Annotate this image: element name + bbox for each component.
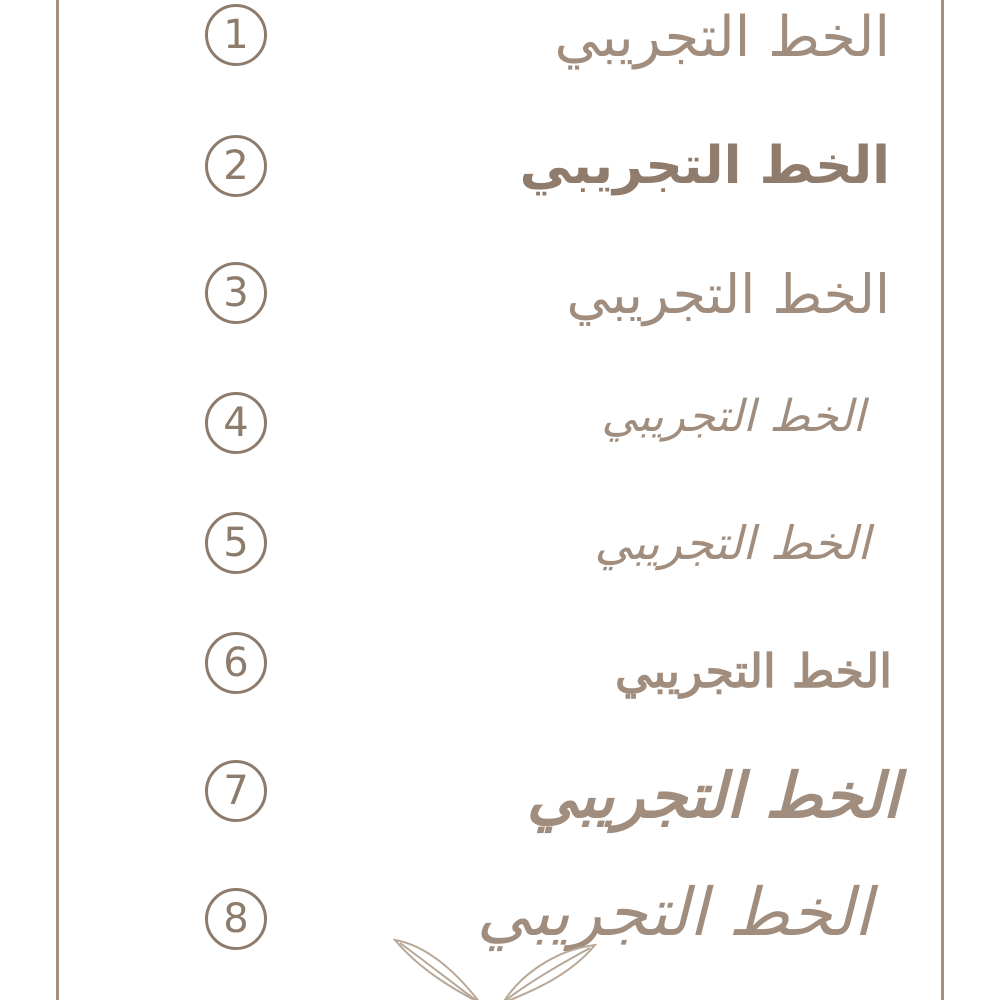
font-sample-4: الخط التجريبي bbox=[601, 391, 865, 442]
number-badge-6: 6 bbox=[205, 632, 267, 694]
leaf-branch-icon bbox=[385, 935, 605, 1000]
font-sample-1: الخط التجريبي bbox=[554, 5, 890, 70]
number-badge-5: 5 bbox=[205, 512, 267, 574]
font-sample-7: الخط التجريبي bbox=[526, 759, 900, 832]
number-badge-7: 7 bbox=[205, 760, 267, 822]
font-sample-5: الخط التجريبي bbox=[594, 516, 870, 570]
number-badge-8: 8 bbox=[205, 888, 267, 950]
number-badge-4: 4 bbox=[205, 392, 267, 454]
number-badge-1: 1 bbox=[205, 4, 267, 66]
number-badge-3: 3 bbox=[205, 262, 267, 324]
font-sample-2: الخط التجريبي bbox=[519, 136, 890, 196]
font-sample-6: الخط التجريبي bbox=[615, 644, 892, 698]
font-sample-3: الخط التجريبي bbox=[566, 263, 890, 326]
font-sample-8: الخط التجريبي bbox=[476, 874, 872, 951]
number-badge-2: 2 bbox=[205, 135, 267, 197]
